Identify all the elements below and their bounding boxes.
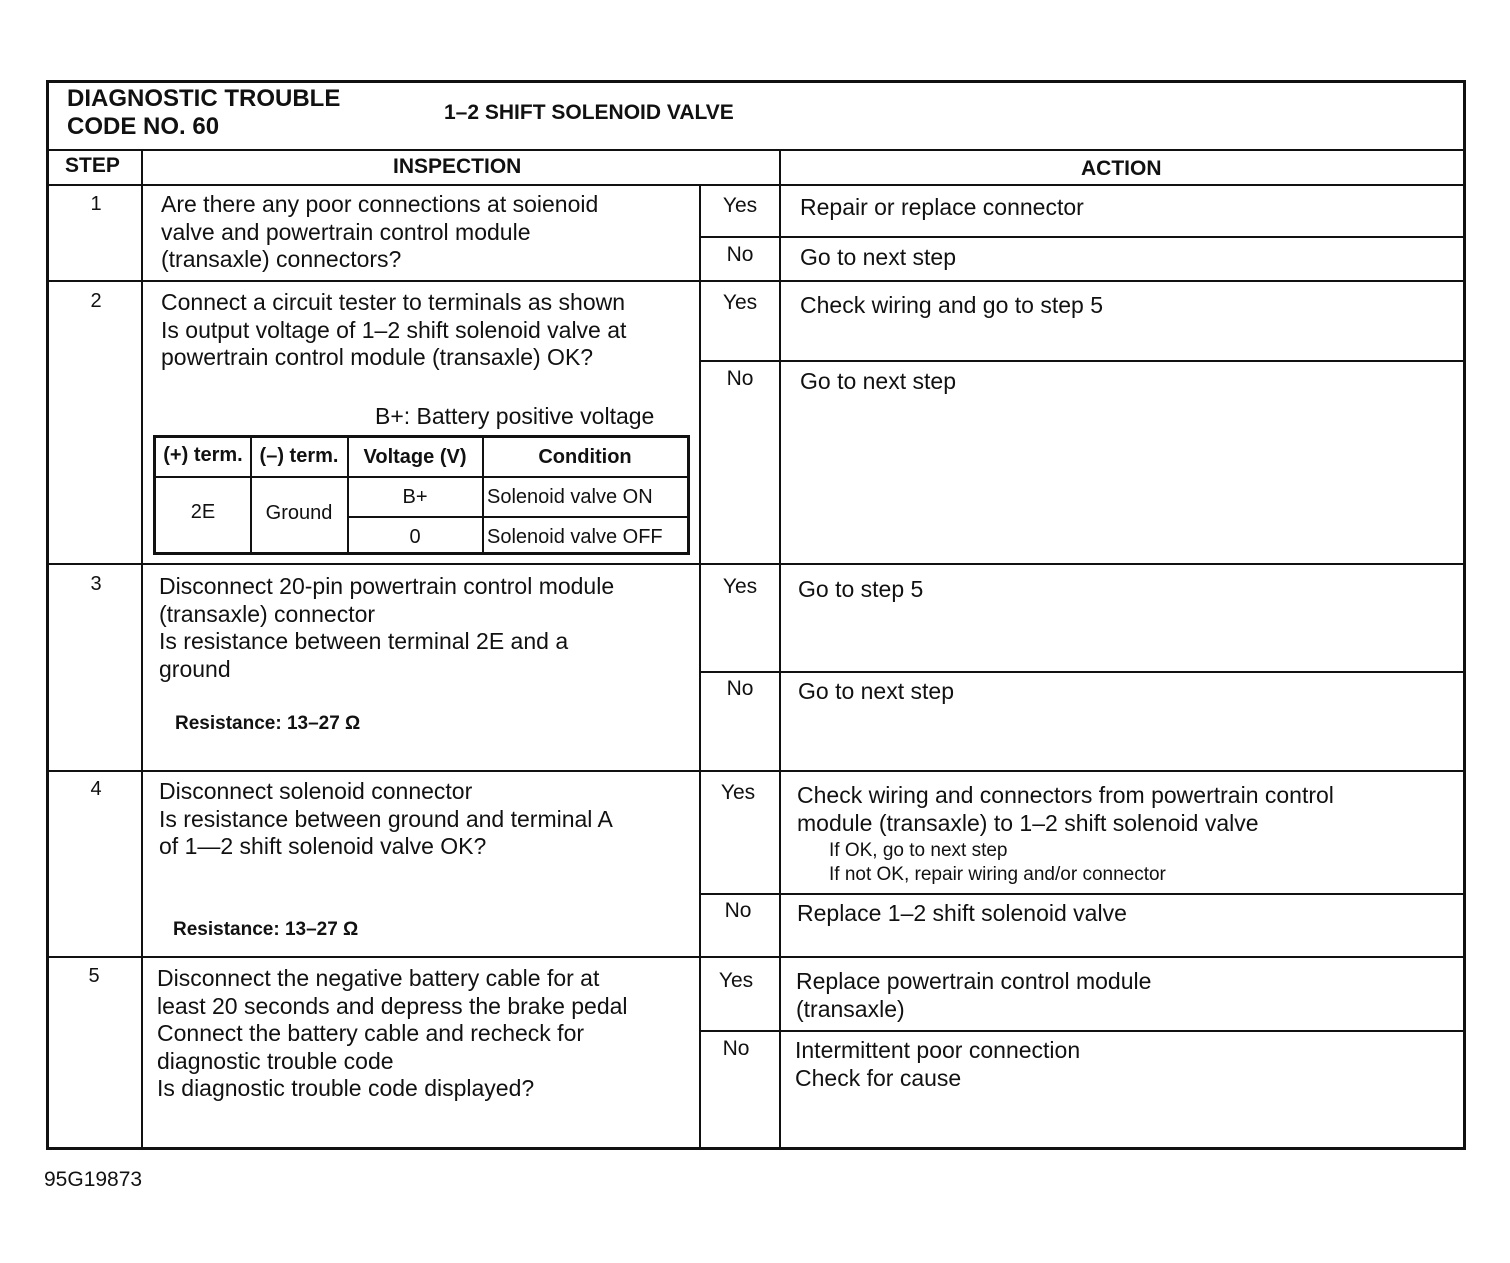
step3-yes-action: Go to step 5: [798, 576, 924, 602]
step3-no-action: Go to next step: [798, 678, 954, 704]
step1-no-action: Go to next step: [800, 244, 956, 270]
step4-yes-sub-not-ok: If not OK, repair wiring and/or connector: [829, 864, 1166, 885]
step4-inspection: Disconnect solenoid connector Is resistance between ground and terminal A of 1—2 shift solenoid valve OK?: [159, 778, 613, 859]
step2-yes-label: Yes: [722, 291, 758, 314]
voltage-table-condition-off: Solenoid valve OFF: [487, 526, 663, 548]
step4-yes-sub-ok: If OK, go to next step: [829, 840, 1008, 861]
diagnostic-table: [46, 80, 1466, 1150]
column-header-divider: [49, 184, 1463, 186]
voltage-table-condition-on: Solenoid valve ON: [487, 486, 653, 508]
step5-no-action: Intermittent poor connection Check for cause: [795, 1037, 1081, 1091]
step1-number: 1: [90, 193, 102, 215]
voltage-table-header-minus-term: (–) term.: [259, 445, 339, 467]
step5-number: 5: [88, 965, 100, 987]
step3-resistance: Resistance: 13–27 Ω: [175, 713, 361, 734]
voltage-table-header-voltage: Voltage (V): [363, 446, 467, 468]
step4-bottom-divider: [49, 956, 1463, 958]
step3-yesno-divider: [700, 671, 1463, 673]
step4-number: 4: [90, 778, 102, 800]
step2-number: 2: [90, 290, 102, 312]
code-title-line1: DIAGNOSTIC TROUBLE: [67, 85, 341, 112]
step4-no-action: Replace 1–2 shift solenoid valve: [797, 900, 1127, 926]
voltage-table-header-divider: [156, 476, 687, 478]
step5-inspection: Disconnect the negative battery cable for at least 20 seconds and depress the brake pedal Connect the battery cable and recheck for diagnostic trouble code Is diagnostic trouble code displayed?: [157, 965, 628, 1101]
step3-no-label: No: [726, 677, 754, 700]
voltage-table-voltage-off: 0: [409, 526, 421, 548]
component-title: 1–2 SHIFT SOLENOID VALVE: [444, 101, 734, 124]
step5-yes-label: Yes: [718, 969, 754, 992]
step2-no-action: Go to next step: [800, 368, 956, 394]
step3-bottom-divider: [49, 770, 1463, 772]
code-title: [67, 85, 340, 141]
step1-bottom-divider: [49, 280, 1463, 282]
step-column-header: STEP: [65, 154, 120, 177]
yesno-column-divider: [699, 185, 701, 1150]
step2-no-label: No: [726, 367, 754, 390]
step5-no-label: No: [722, 1037, 750, 1060]
battery-note: B+: Battery positive voltage: [375, 403, 655, 429]
code-title-line2: CODE NO. 60: [67, 113, 220, 140]
step1-yesno-divider: [700, 236, 1463, 238]
action-column-divider: [779, 150, 781, 1150]
voltage-table-minus-term: Ground: [265, 502, 333, 524]
step5-yesno-divider: [700, 1030, 1463, 1032]
step3-yes-label: Yes: [722, 575, 758, 598]
step4-yesno-divider: [700, 893, 1463, 895]
step3-inspection: Disconnect 20-pin powertrain control module (transaxle) connector Is resistance between terminal 2E and a ground: [159, 573, 615, 682]
step1-no-label: No: [726, 243, 754, 266]
step1-inspection: Are there any poor connections at soienoid valve and powertrain control module (transaxle) connectors?: [161, 191, 599, 272]
step2-yes-action: Check wiring and go to step 5: [800, 292, 1104, 318]
step2-yesno-divider: [700, 360, 1463, 362]
step1-yes-action: Repair or replace connector: [800, 194, 1084, 220]
step4-yes-action: Check wiring and connectors from powertrain control module (transaxle) to 1–2 shift solenoid valve: [797, 782, 1334, 836]
voltage-table-voltage-on: B+: [402, 486, 428, 508]
inspection-column-header: INSPECTION: [393, 155, 522, 178]
step5-yes-action: Replace powertrain control module (transaxle): [796, 968, 1152, 1022]
step4-resistance: Resistance: 13–27 Ω: [173, 919, 359, 940]
figure-code: 95G19873: [44, 1168, 143, 1191]
step3-number: 3: [90, 573, 102, 595]
voltage-table-row-divider: [348, 516, 687, 518]
step1-yes-label: Yes: [722, 194, 758, 217]
voltage-table: [153, 435, 690, 555]
voltage-table-plus-term: 2E: [190, 501, 216, 523]
step2-inspection: Connect a circuit tester to terminals as shown Is output voltage of 1–2 shift solenoid valve at powertrain control module (transaxle) OK?: [161, 289, 627, 370]
step4-no-label: No: [724, 899, 752, 922]
step2-bottom-divider: [49, 563, 1463, 565]
header-divider: [49, 149, 1463, 151]
voltage-table-header-plus-term: (+) term.: [163, 444, 243, 466]
step4-yes-label: Yes: [720, 781, 756, 804]
voltage-table-header-condition: Condition: [538, 446, 632, 468]
action-column-header: ACTION: [1081, 157, 1162, 180]
